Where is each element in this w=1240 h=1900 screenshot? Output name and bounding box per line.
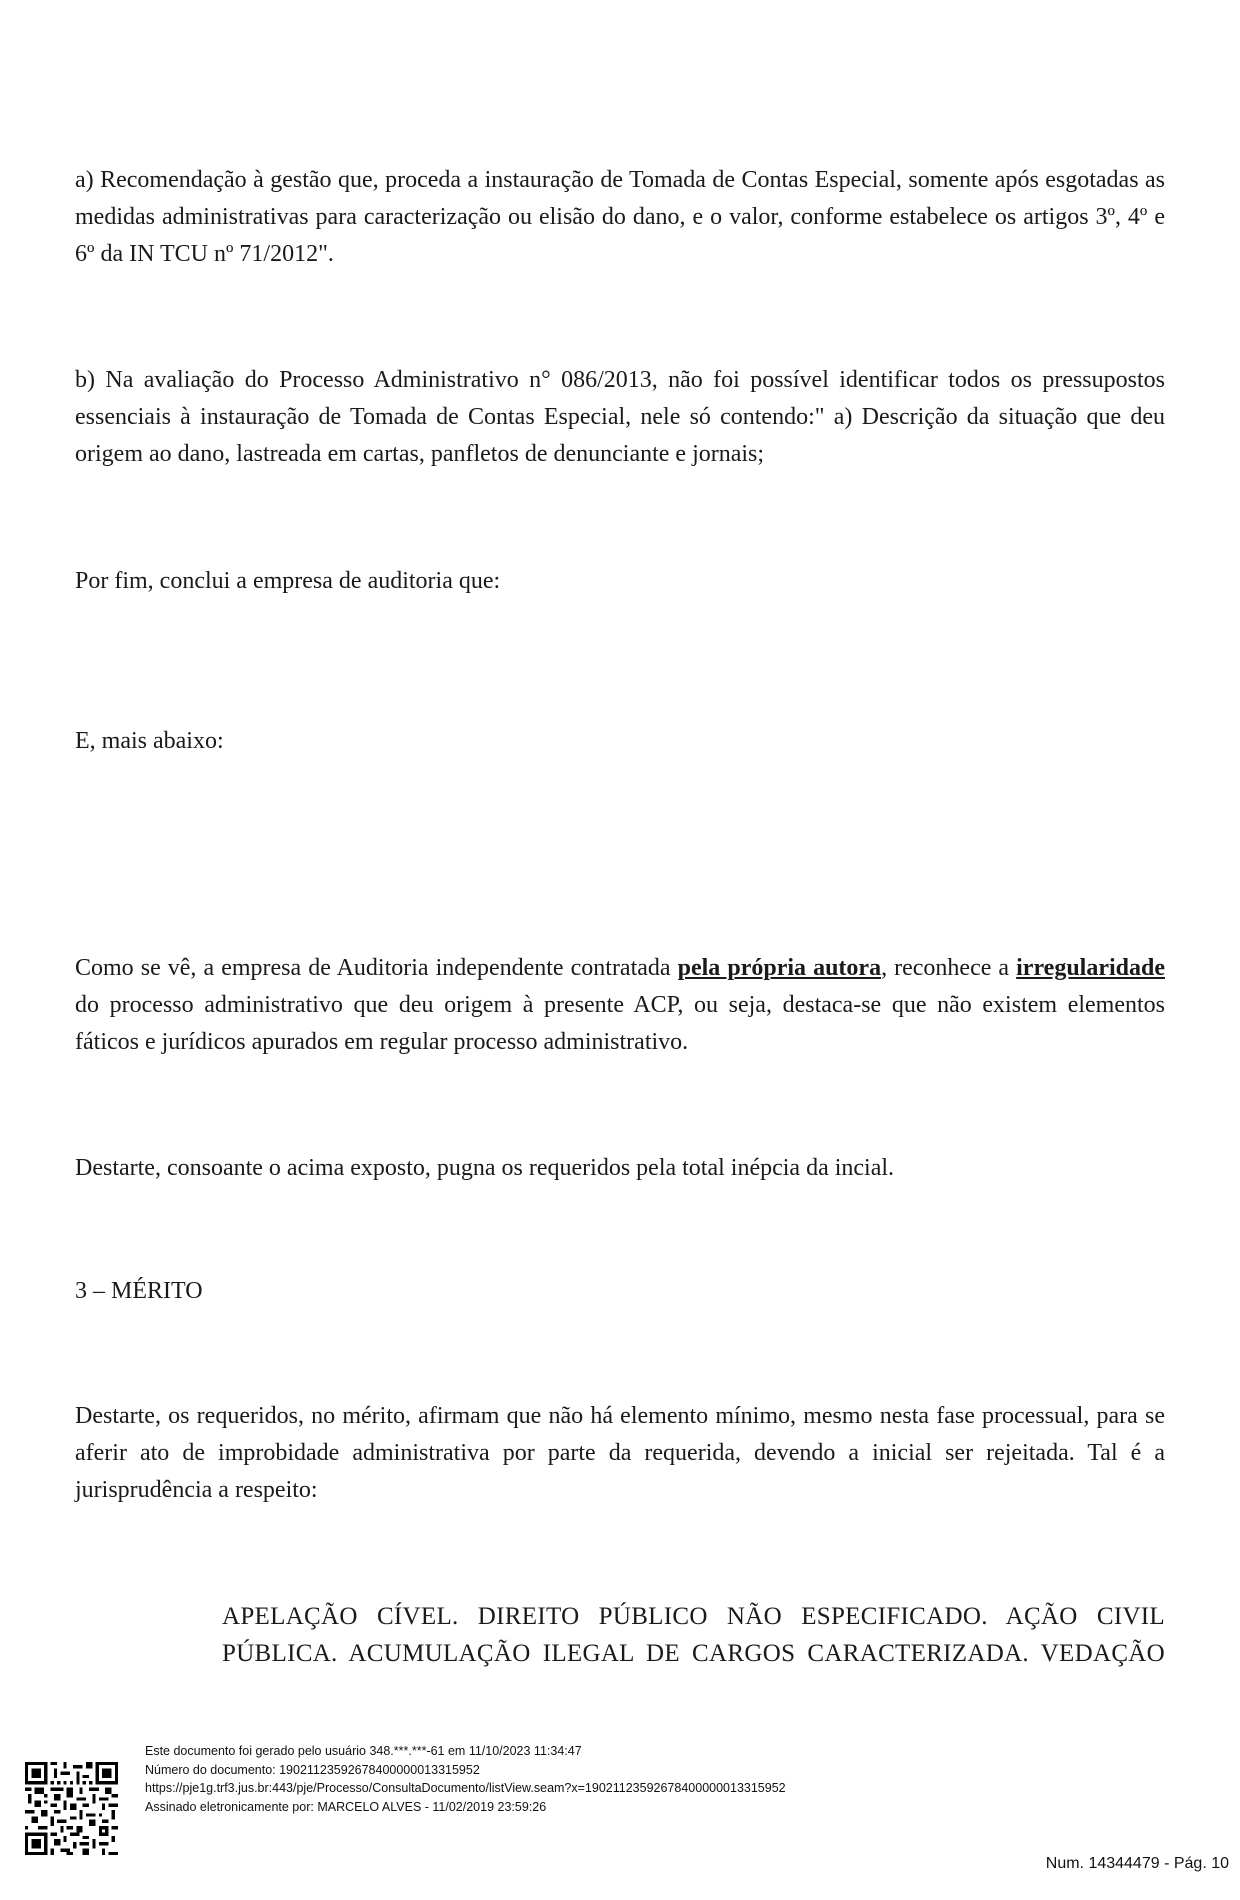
paragraph-merits: Destarte, os requeridos, no mérito, afirmam que não há elemento mínimo, mesmo nesta fase processual, para se aferir ato de improbidade administrativa por parte da requerida, devendo a inicial ser rejeitada. Tal é a jurisprudência a respeito: (75, 1403, 1165, 1503)
quote-line-2: PÚBLICA. ACUMULAÇÃO ILEGAL DE CARGOS CARACTERIZADA. VEDAÇÃO (222, 1640, 1165, 1667)
page-number: Num. 14344479 - Pág. 10 (1045, 1855, 1229, 1872)
footer-document-number: Número do documento: 19021123592678400000013315952 (145, 1762, 480, 1777)
document-footer (145, 1742, 786, 1816)
paragraph-ineptitude-request: Destarte, consoante o acima exposto, pugna os requeridos pela total inépcia da incial. (75, 1155, 895, 1181)
emphasis-pela-propria-autora: pela própria autora (677, 955, 882, 981)
p5-text-3: do processo administrativo que deu origem à presente ACP, ou seja, destaca-se que não existem elementos fáticos e jurídicos apurados em regular processo administrativo. (75, 992, 1165, 1055)
jurisprudence-quote (222, 1598, 1165, 1672)
paragraph-recommendation-a: a) Recomendação à gestão que, proceda a instauração de Tomada de Contas Especial, somente após esgotadas as medidas administrativas para caracterização ou elisão do dano, e o valor, conforme estabelece os artigos 3º, 4º e 6º da IN TCU nº 71/2012". (75, 167, 1165, 267)
paragraph-evaluation-b: b) Na avaliação do Processo Administrativo n° 086/2013, não foi possível identificar todos os pressupostos essenciais à instauração de Tomada de Contas Especial, nele só contendo:" a) Descrição da situação que deu origem ao dano, lastreada em cartas, panfletos de denunciante e jornais; (75, 367, 1165, 467)
paragraph-conclusion-intro: Por fim, conclui a empresa de auditoria que: (75, 568, 501, 594)
section-heading-merito: 3 – MÉRITO (75, 1278, 203, 1304)
qr-code-icon (25, 1762, 118, 1855)
quote-line-1: APELAÇÃO CÍVEL. DIREITO PÚBLICO NÃO ESPECIFICADO. AÇÃO CIVIL (222, 1603, 1165, 1630)
footer-signature: Assinado eletronicamente por: MARCELO ALVES - 11/02/2019 23:59:26 (145, 1799, 547, 1814)
footer-generated-by: Este documento foi gerado pelo usuário 348.***.***-61 em 11/10/2023 11:34:47 (145, 1744, 582, 1758)
p5-text-1: Como se vê, a empresa de Auditoria independente contratada (75, 955, 678, 981)
paragraph-audit-irregularity (75, 950, 1165, 1061)
p5-text-2: , reconhece a (881, 955, 1017, 981)
footer-document-url[interactable]: https://pje1g.trf3.jus.br:443/pje/Processo/ConsultaDocumento/listView.seam?x=19021123592678400000013315952 (145, 1781, 786, 1795)
paragraph-further-below: E, mais abaixo: (75, 728, 224, 754)
emphasis-irregularidade: irregularidade (1016, 955, 1166, 981)
